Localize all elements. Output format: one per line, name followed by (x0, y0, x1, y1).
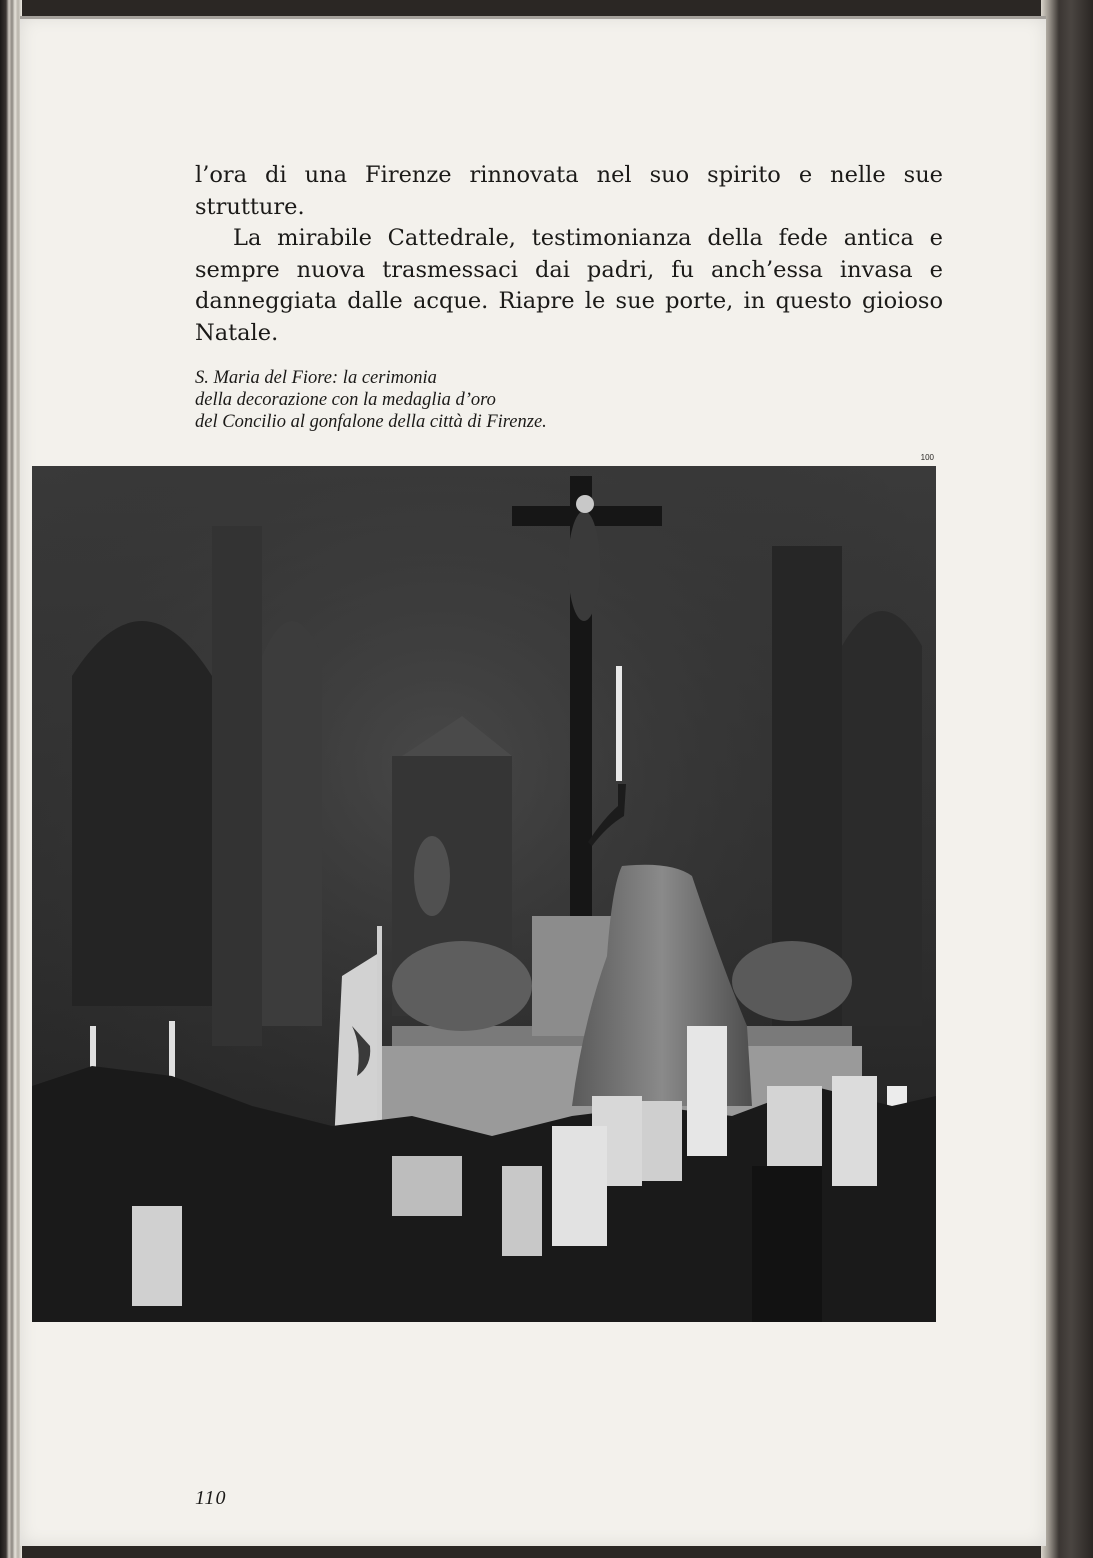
page-number: 110 (195, 1487, 227, 1509)
dark-figure-right (752, 1166, 822, 1322)
clergy-white-3 (552, 1126, 607, 1246)
flowers-left (392, 941, 532, 1031)
crucifix-figure-body (568, 511, 600, 621)
tall-candle (616, 666, 622, 781)
flowers-right (732, 941, 852, 1021)
right-arch (842, 611, 922, 1026)
top-page-edge (20, 16, 1046, 19)
caption-line-2: della decorazione con la medaglia d’oro (195, 390, 496, 410)
side-altar-statue (414, 836, 450, 916)
left-binding-edge (0, 0, 22, 1558)
clergy-white-2 (642, 1101, 682, 1181)
body-paragraph-1: l’ora di una Firenze rinnovata nel suo spirito e nelle sue strutture. (195, 162, 943, 220)
clergy-white-5 (832, 1076, 877, 1186)
left-arch-inner (262, 621, 322, 1026)
body-paragraph-2: La mirabile Cattedrale, testimonianza della fede antica e sempre nuova trasmessaci dai padri, fu anch’essa invasa e danneggiata dalle acque. Riapre le sue porte, in questo gioioso Natale. (195, 225, 943, 346)
left-pillar (212, 526, 262, 1046)
caption-line-3: del Concilio al gonfalone della città di Firenze. (195, 412, 547, 432)
pope-figure (687, 1026, 727, 1156)
body-text (195, 160, 943, 349)
caption-line-1: S. Maria del Fiore: la cerimonia (195, 368, 437, 388)
photo-caption (195, 367, 655, 433)
cathedral-ceremony-photo (32, 466, 936, 1322)
right-binding-edge (1041, 0, 1093, 1558)
gonfalone-banners (392, 1156, 462, 1216)
clergy-white-6 (502, 1166, 542, 1256)
left-arch (72, 621, 212, 1006)
crucifix-figure-head (576, 495, 594, 513)
plate-number: 100 (920, 453, 934, 462)
clergy-white-7 (132, 1206, 182, 1306)
